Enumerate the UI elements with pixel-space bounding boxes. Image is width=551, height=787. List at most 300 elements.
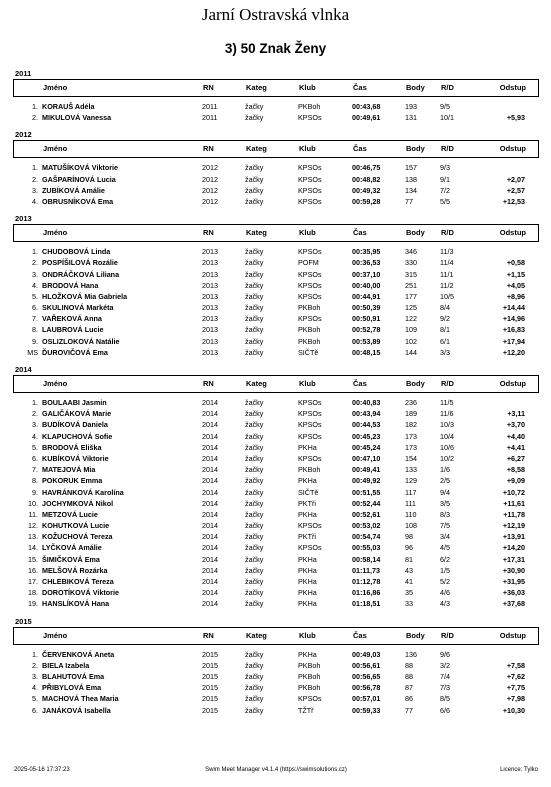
cell-body: 330 bbox=[405, 258, 417, 268]
column-header-odstup: Odstup bbox=[499, 144, 526, 154]
cell-ods: +11,78 bbox=[503, 509, 525, 519]
cell-ods: +4,05 bbox=[506, 280, 525, 290]
cell-rank: 6. bbox=[32, 303, 38, 313]
cell-cas: 00:45,23 bbox=[352, 431, 381, 441]
cell-body: 236 bbox=[405, 398, 417, 407]
cell-kat: žačky bbox=[245, 649, 264, 659]
cell-klub: KPSOs bbox=[298, 196, 322, 206]
cell-cas: 00:53,02 bbox=[352, 521, 381, 531]
cell-rn: 2012 bbox=[202, 196, 218, 206]
cell-rn: 2014 bbox=[202, 599, 218, 609]
cell-ods: +7,75 bbox=[506, 683, 525, 693]
cell-rd: 10/1 bbox=[440, 113, 454, 123]
cell-klub: PKHa bbox=[298, 509, 317, 519]
result-row bbox=[13, 705, 539, 716]
cell-rd: 11/5 bbox=[440, 398, 454, 407]
cell-body: 154 bbox=[405, 453, 417, 463]
cell-rd: 4/6 bbox=[440, 588, 450, 598]
cell-rd: 4/3 bbox=[440, 599, 450, 609]
cell-rd: 8/4 bbox=[440, 303, 450, 313]
cell-rank: 18. bbox=[28, 588, 38, 598]
column-header-odstup: Odstup bbox=[499, 83, 526, 92]
cell-name: ŠIMIČKOVÁ Ema bbox=[42, 554, 100, 564]
year-section bbox=[13, 68, 539, 129]
year-heading: 2015 bbox=[15, 616, 32, 626]
cell-ods: +12,20 bbox=[502, 347, 525, 357]
cell-ods: +31,95 bbox=[502, 577, 525, 586]
year-section bbox=[13, 616, 539, 722]
result-row bbox=[13, 313, 539, 324]
cell-rn: 2012 bbox=[202, 185, 218, 195]
cell-body: 77 bbox=[405, 705, 413, 715]
cell-name: LYČKOVÁ Amálie bbox=[42, 543, 102, 553]
cell-klub: PKBoh bbox=[298, 336, 321, 346]
cell-rank: 8. bbox=[32, 325, 38, 335]
cell-body: 131 bbox=[405, 113, 417, 123]
cell-rn: 2011 bbox=[202, 102, 218, 111]
cell-kat: žačky bbox=[245, 347, 264, 357]
cell-name: GALIČÁKOVÁ Marie bbox=[42, 409, 112, 419]
cell-kat: žačky bbox=[245, 113, 264, 123]
cell-rank: 6. bbox=[32, 705, 38, 715]
cell-rd: 10/4 bbox=[440, 431, 454, 441]
cell-body: 138 bbox=[405, 174, 417, 184]
cell-cas: 00:56,78 bbox=[352, 683, 381, 693]
cell-rn: 2013 bbox=[202, 325, 218, 335]
cell-name: ZUBÍKOVÁ Amálie bbox=[42, 185, 105, 195]
cell-body: 346 bbox=[405, 247, 417, 257]
cell-rn: 2014 bbox=[202, 431, 218, 441]
cell-cas: 01:12,78 bbox=[352, 577, 381, 586]
column-header-rn: RN bbox=[203, 83, 214, 92]
cell-name: BUDÍKOVÁ Daniela bbox=[42, 420, 108, 430]
cell-rd: 8/5 bbox=[440, 694, 450, 704]
cell-rd: 8/3 bbox=[440, 509, 450, 519]
result-row bbox=[13, 397, 539, 408]
cell-rd: 9/3 bbox=[440, 163, 450, 173]
result-row bbox=[13, 291, 539, 302]
cell-kat: žačky bbox=[245, 174, 264, 184]
cell-kat: žačky bbox=[245, 476, 264, 486]
column-header-rn: RN bbox=[203, 630, 214, 640]
cell-kat: žačky bbox=[245, 577, 264, 586]
cell-rn: 2014 bbox=[202, 498, 218, 508]
result-row bbox=[13, 475, 539, 486]
column-header-odstup: Odstup bbox=[499, 630, 526, 640]
cell-ods: +2,07 bbox=[506, 174, 525, 184]
column-header-name: Jméno bbox=[43, 144, 68, 154]
cell-ods: +12,53 bbox=[502, 196, 525, 206]
cell-rd: 9/6 bbox=[440, 649, 450, 659]
cell-klub: KPSOs bbox=[298, 398, 322, 407]
cell-cas: 00:54,74 bbox=[352, 532, 381, 542]
cell-klub: KPSOs bbox=[298, 314, 322, 324]
cell-rd: 11/3 bbox=[440, 247, 454, 257]
cell-rn: 2014 bbox=[202, 398, 218, 407]
cell-klub: KPSOs bbox=[298, 543, 322, 553]
cell-kat: žačky bbox=[245, 314, 264, 324]
cell-rn: 2013 bbox=[202, 269, 218, 279]
footer-license: Licence: Tylko bbox=[500, 767, 538, 773]
cell-kat: žačky bbox=[245, 303, 264, 313]
cell-body: 173 bbox=[405, 431, 417, 441]
cell-rn: 2013 bbox=[202, 258, 218, 268]
cell-kat: žačky bbox=[245, 521, 264, 531]
cell-kat: žačky bbox=[245, 465, 264, 475]
cell-kat: žačky bbox=[245, 532, 264, 542]
cell-rank: 5. bbox=[32, 694, 38, 704]
cell-rank: 3. bbox=[32, 185, 38, 195]
cell-rank: 2. bbox=[32, 113, 38, 123]
cell-klub: PKBoh bbox=[298, 102, 321, 111]
cell-rank: 2. bbox=[32, 660, 38, 670]
column-header-cas: Čas bbox=[353, 228, 367, 238]
column-header-cas: Čas bbox=[353, 144, 367, 154]
column-header-rd: R/D bbox=[441, 228, 454, 238]
cell-name: KORAUŠ Adéla bbox=[42, 102, 95, 111]
result-row bbox=[13, 576, 539, 587]
cell-name: OSLIZLOKOVÁ Natálie bbox=[42, 336, 120, 346]
cell-klub: KPSOs bbox=[298, 521, 322, 531]
cell-cas: 00:48,15 bbox=[352, 347, 381, 357]
cell-ods: +16,83 bbox=[502, 325, 525, 335]
year-section bbox=[13, 129, 539, 213]
result-row bbox=[13, 162, 539, 173]
cell-rn: 2014 bbox=[202, 409, 218, 419]
cell-kat: žačky bbox=[245, 660, 264, 670]
result-row bbox=[13, 520, 539, 531]
cell-body: 33 bbox=[405, 599, 413, 609]
cell-name: BLAHUTOVÁ Ema bbox=[42, 671, 105, 681]
cell-body: 81 bbox=[405, 554, 413, 564]
cell-cas: 00:51,55 bbox=[352, 487, 381, 497]
cell-rank: 9. bbox=[32, 336, 38, 346]
cell-body: 251 bbox=[405, 280, 417, 290]
cell-klub: KPSOs bbox=[298, 185, 322, 195]
cell-cas: 00:55,03 bbox=[352, 543, 381, 553]
column-header-kateg: Kateg bbox=[246, 228, 267, 238]
cell-ods: +14,20 bbox=[502, 543, 525, 553]
cell-body: 122 bbox=[405, 314, 417, 324]
cell-rd: 9/2 bbox=[440, 314, 450, 324]
cell-rank: 1. bbox=[32, 247, 38, 257]
table-header bbox=[13, 224, 539, 242]
cell-name: CHUDOBOVÁ Linda bbox=[42, 247, 111, 257]
cell-rank: 12. bbox=[28, 521, 38, 531]
cell-body: 133 bbox=[405, 465, 417, 475]
cell-rn: 2013 bbox=[202, 314, 218, 324]
cell-rn: 2011 bbox=[202, 113, 218, 123]
cell-kat: žačky bbox=[245, 102, 264, 111]
cell-cas: 00:56,65 bbox=[352, 671, 381, 681]
cell-ods: +2,57 bbox=[506, 185, 525, 195]
cell-name: ČERVENKOVÁ Aneta bbox=[42, 649, 115, 659]
cell-cas: 00:48,82 bbox=[352, 174, 381, 184]
result-row bbox=[13, 649, 539, 660]
cell-kat: žačky bbox=[245, 705, 264, 715]
cell-rank: 4. bbox=[32, 683, 38, 693]
cell-klub: KPSOs bbox=[298, 431, 322, 441]
cell-body: 108 bbox=[405, 521, 417, 531]
cell-klub: KPSOs bbox=[298, 247, 322, 257]
cell-body: 110 bbox=[405, 509, 417, 519]
cell-body: 88 bbox=[405, 671, 413, 681]
cell-kat: žačky bbox=[245, 694, 264, 704]
cell-ods: +30,90 bbox=[502, 565, 525, 575]
cell-klub: PKBoh bbox=[298, 465, 321, 475]
cell-klub: KPSOs bbox=[298, 280, 322, 290]
column-header-kateg: Kateg bbox=[246, 83, 267, 92]
cell-rank: 13. bbox=[28, 532, 38, 542]
cell-body: 88 bbox=[405, 660, 413, 670]
cell-rn: 2014 bbox=[202, 453, 218, 463]
cell-rd: 6/1 bbox=[440, 336, 450, 346]
cell-klub: KPSOs bbox=[298, 163, 322, 173]
cell-rd: 7/2 bbox=[440, 185, 450, 195]
cell-rn: 2014 bbox=[202, 476, 218, 486]
cell-name: MACHOVÁ Thea Maria bbox=[42, 694, 119, 704]
cell-rank: 4. bbox=[32, 196, 38, 206]
cell-ods: +7,62 bbox=[506, 671, 525, 681]
cell-ods: +14,96 bbox=[502, 314, 525, 324]
cell-klub: KPSOs bbox=[298, 113, 322, 123]
cell-cas: 00:36,53 bbox=[352, 258, 381, 268]
cell-rd: 3/2 bbox=[440, 660, 450, 670]
cell-kat: žačky bbox=[245, 487, 264, 497]
cell-rn: 2014 bbox=[202, 465, 218, 475]
footer-software: Swim Meet Manager v4.1.4 (https://swimsolutions.cz) bbox=[205, 767, 347, 773]
cell-cas: 01:18,51 bbox=[352, 599, 381, 609]
cell-name: JANÁKOVÁ Isabella bbox=[42, 705, 111, 715]
result-row bbox=[13, 671, 539, 682]
cell-cas: 01:16,86 bbox=[352, 588, 381, 598]
cell-name: KUBÍKOVÁ Viktorie bbox=[42, 453, 109, 463]
cell-ods: +3,70 bbox=[506, 420, 525, 430]
cell-klub: PKHa bbox=[298, 554, 317, 564]
cell-klub: PKTři bbox=[298, 532, 316, 542]
column-header-name: Jméno bbox=[43, 379, 68, 388]
cell-ods: +9,09 bbox=[506, 476, 525, 486]
cell-kat: žačky bbox=[245, 565, 264, 575]
cell-rn: 2013 bbox=[202, 291, 218, 301]
cell-rd: 6/6 bbox=[440, 705, 450, 715]
cell-name: GAŠPARÍNOVÁ Lucia bbox=[42, 174, 116, 184]
column-header-klub: Klub bbox=[299, 144, 316, 154]
cell-name: KOŽUCHOVÁ Tereza bbox=[42, 532, 113, 542]
result-row bbox=[13, 542, 539, 553]
cell-cas: 00:59,33 bbox=[352, 705, 381, 715]
column-header-body: Body bbox=[406, 630, 425, 640]
cell-rd: 3/5 bbox=[440, 498, 450, 508]
cell-ods: +8,96 bbox=[506, 291, 525, 301]
result-row bbox=[13, 431, 539, 442]
cell-rd: 11/2 bbox=[440, 280, 454, 290]
result-row bbox=[13, 487, 539, 498]
table-header bbox=[13, 79, 539, 97]
result-row bbox=[13, 269, 539, 280]
cell-body: 98 bbox=[405, 532, 413, 542]
cell-rank: 7. bbox=[32, 314, 38, 324]
cell-name: LAUBROVÁ Lucie bbox=[42, 325, 104, 335]
column-header-cas: Čas bbox=[353, 83, 367, 92]
cell-rd: 10/6 bbox=[440, 442, 454, 452]
cell-rd: 10/2 bbox=[440, 453, 454, 463]
cell-rank: 8. bbox=[32, 476, 38, 486]
cell-name: OBRUSNÍKOVÁ Ema bbox=[42, 196, 114, 206]
cell-body: 189 bbox=[405, 409, 417, 419]
result-row bbox=[13, 347, 539, 358]
column-header-odstup: Odstup bbox=[499, 228, 526, 238]
column-header-rd: R/D bbox=[441, 379, 454, 388]
result-row bbox=[13, 498, 539, 509]
cell-body: 182 bbox=[405, 420, 417, 430]
cell-cas: 00:49,92 bbox=[352, 476, 381, 486]
cell-rn: 2013 bbox=[202, 336, 218, 346]
cell-rank: 14. bbox=[28, 543, 38, 553]
cell-body: 193 bbox=[405, 102, 417, 111]
cell-kat: žačky bbox=[245, 431, 264, 441]
cell-rank: 5. bbox=[32, 291, 38, 301]
result-row bbox=[13, 565, 539, 576]
cell-rd: 9/1 bbox=[440, 174, 450, 184]
cell-klub: KPSOs bbox=[298, 420, 322, 430]
cell-rank: 2. bbox=[32, 409, 38, 419]
page-title: Jarní Ostravská vlnka bbox=[201, 5, 350, 24]
cell-name: BOULAABI Jasmin bbox=[42, 398, 107, 407]
cell-body: 35 bbox=[405, 588, 413, 598]
cell-rd: 7/5 bbox=[440, 521, 450, 531]
cell-rn: 2014 bbox=[202, 565, 218, 575]
cell-name: POKORUK Emma bbox=[42, 476, 103, 486]
results-sections bbox=[13, 68, 539, 722]
cell-body: 109 bbox=[405, 325, 417, 335]
cell-body: 87 bbox=[405, 683, 413, 693]
result-row bbox=[13, 112, 539, 123]
cell-kat: žačky bbox=[245, 554, 264, 564]
result-row bbox=[13, 509, 539, 520]
cell-klub: SIČTě bbox=[298, 347, 319, 357]
result-row bbox=[13, 693, 539, 704]
cell-cas: 00:44,53 bbox=[352, 420, 381, 430]
cell-kat: žačky bbox=[245, 671, 264, 681]
cell-rd: 10/5 bbox=[440, 291, 454, 301]
column-header-rn: RN bbox=[203, 379, 214, 388]
column-header-name: Jméno bbox=[43, 83, 68, 92]
cell-rd: 1/6 bbox=[440, 465, 450, 475]
cell-cas: 00:52,78 bbox=[352, 325, 381, 335]
cell-kat: žačky bbox=[245, 420, 264, 430]
cell-klub: KPSOs bbox=[298, 174, 322, 184]
cell-kat: žačky bbox=[245, 453, 264, 463]
cell-rd: 3/4 bbox=[440, 532, 450, 542]
cell-cas: 00:37,10 bbox=[352, 269, 381, 279]
result-row bbox=[13, 660, 539, 671]
cell-name: BIELA Izabela bbox=[42, 660, 90, 670]
cell-rn: 2012 bbox=[202, 163, 218, 173]
column-header-klub: Klub bbox=[299, 83, 316, 92]
cell-rd: 11/6 bbox=[440, 409, 454, 419]
cell-cas: 00:49,32 bbox=[352, 185, 381, 195]
cell-ods: +14,44 bbox=[502, 303, 525, 313]
cell-name: JOCHYMKOVÁ Nikol bbox=[42, 498, 114, 508]
cell-rn: 2013 bbox=[202, 347, 218, 357]
cell-rn: 2014 bbox=[202, 554, 218, 564]
cell-cas: 00:43,68 bbox=[352, 102, 381, 111]
cell-kat: žačky bbox=[245, 185, 264, 195]
cell-name: DOROTÍKOVÁ Viktorie bbox=[42, 588, 119, 598]
cell-cas: 01:11,73 bbox=[352, 565, 380, 575]
cell-cas: 00:49,03 bbox=[352, 649, 381, 659]
cell-kat: žačky bbox=[245, 442, 264, 452]
cell-rank: MS bbox=[27, 347, 38, 357]
cell-body: 102 bbox=[405, 336, 417, 346]
cell-klub: PKHa bbox=[298, 588, 317, 598]
cell-rn: 2013 bbox=[202, 280, 218, 290]
cell-klub: KPSOs bbox=[298, 694, 322, 704]
footer-timestamp: 2025-05-16 17:37:23 bbox=[14, 767, 70, 773]
cell-ods: +10,72 bbox=[502, 487, 525, 497]
cell-cas: 00:49,61 bbox=[352, 113, 381, 123]
cell-name: METZOVÁ Lucie bbox=[42, 509, 98, 519]
year-section bbox=[13, 213, 539, 364]
cell-rd: 8/1 bbox=[440, 325, 450, 335]
cell-rn: 2013 bbox=[202, 247, 218, 257]
cell-rd: 2/5 bbox=[440, 476, 450, 486]
cell-rank: 19. bbox=[28, 599, 38, 609]
cell-name: HAVRÁNKOVÁ Karolína bbox=[42, 487, 124, 497]
cell-body: 86 bbox=[405, 694, 413, 704]
cell-klub: POFM bbox=[298, 258, 319, 268]
result-row bbox=[13, 419, 539, 430]
cell-rd: 11/4 bbox=[440, 258, 454, 268]
cell-body: 144 bbox=[405, 347, 417, 357]
event-subtitle: 3) 50 Znak Ženy bbox=[224, 41, 327, 56]
cell-kat: žačky bbox=[245, 509, 264, 519]
cell-ods: +4,41 bbox=[506, 442, 525, 452]
cell-name: MATEJOVÁ Mia bbox=[42, 465, 96, 475]
cell-ods: +5,93 bbox=[506, 113, 525, 123]
table-header bbox=[13, 375, 539, 393]
cell-kat: žačky bbox=[245, 247, 264, 257]
cell-ods: +36,03 bbox=[502, 588, 525, 598]
cell-klub: PKHa bbox=[298, 476, 317, 486]
cell-ods: +11,61 bbox=[503, 498, 525, 508]
cell-name: ĎUROVIČOVÁ Ema bbox=[42, 347, 108, 357]
cell-body: 129 bbox=[405, 476, 417, 486]
result-row bbox=[13, 101, 539, 112]
result-row bbox=[13, 196, 539, 207]
cell-cas: 00:50,39 bbox=[352, 303, 381, 313]
cell-name: KLAPUCHOVÁ Sofie bbox=[42, 431, 113, 441]
column-header-rd: R/D bbox=[441, 83, 454, 92]
cell-rn: 2014 bbox=[202, 588, 218, 598]
cell-kat: žačky bbox=[245, 588, 264, 598]
cell-cas: 00:40,83 bbox=[352, 398, 381, 407]
cell-kat: žačky bbox=[245, 398, 264, 407]
cell-klub: KPSOs bbox=[298, 453, 322, 463]
cell-body: 157 bbox=[405, 163, 417, 173]
cell-ods: +13,91 bbox=[502, 532, 525, 542]
cell-ods: +8,58 bbox=[506, 465, 525, 475]
cell-rn: 2015 bbox=[202, 649, 218, 659]
result-row bbox=[13, 682, 539, 693]
result-row bbox=[13, 257, 539, 268]
cell-body: 117 bbox=[405, 487, 417, 497]
cell-rn: 2014 bbox=[202, 532, 218, 542]
column-header-rd: R/D bbox=[441, 630, 454, 640]
column-header-rn: RN bbox=[203, 228, 214, 238]
cell-klub: TŽTř bbox=[298, 705, 314, 715]
